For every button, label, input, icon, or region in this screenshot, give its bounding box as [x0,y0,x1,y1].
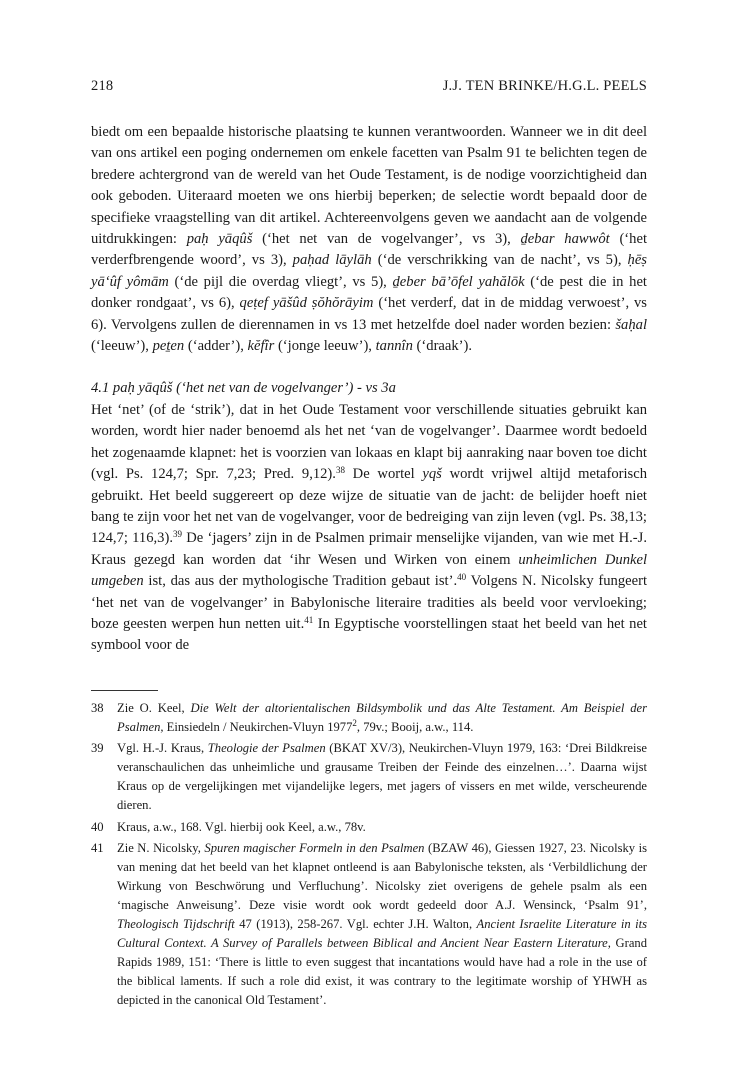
footnote-number: 38 [91,701,104,715]
emphasis: unheimlichen Dunkel umgeben [91,551,647,590]
paragraph-intro [91,122,647,357]
footnote-40 [91,818,647,837]
footnote-ref-39[interactable]: 39 [172,529,182,540]
transliteration: qeṭef yāšûd ṣŏhŏrāyim [239,295,374,312]
footnote-number: 41 [91,840,104,855]
footnote-separator [91,690,158,691]
section-heading: 4.1 paḥ yāqûš (‘het net van de vogelvanger’) - vs 3a [91,380,396,397]
text-run: Vgl. H.-J. Kraus, [117,741,208,756]
paragraph-section-4-1 [91,400,647,657]
footnotes [91,699,647,1013]
footnote-text: Kraus, a.w., 168. Vgl. hierbij ook Keel, a.w., 78v. [117,819,366,834]
text-run: 47 (1913), 258-267. Vgl. echter J.H. Walton, [234,917,477,932]
book-title: Theologie der Psalmen [207,741,326,756]
text-run: Zie N. Nicolsky, [117,840,205,855]
transliteration: tannîn [375,338,413,355]
running-head-authors: J.J. TEN BRINKE/H.G.L. PEELS [442,78,647,94]
footnote-41 [91,839,647,1011]
footnote-ref-41[interactable]: 41 [304,614,314,625]
text-run: (‘draak’). [412,338,473,355]
footnote-number: 39 [91,741,104,756]
body-text [91,122,647,657]
footnote-text [117,839,647,1011]
text-run: ist, das aus der mythologische Tradition gebaut ist’. [143,573,458,590]
footnote-text [117,699,647,737]
text-run: (‘adder’), [184,338,248,355]
text-run: (BZAW 46), Giessen 1927, 23. Nicolsky is van mening dat het beeld van het klapnet ontleend is aan Babylonische teksten, als ‘Verbildlichung der Wirkung von Beschwörung und Verfluchung’. Nicolsky ziet overigens de gehele psalm als een ‘magische Anweisung’. Deze visie wordt ook wordt gedeeld door A.J. Wensinck, ‘Psalm 91’, [117,840,647,912]
text-run: Het ‘net’ (of de ‘strik’), dat in het Oude Testament voor verschillende situaties gebruikt kan worden, wordt hier nader benoemd als het net ‘van de vogelvanger’. Daarmee wordt bedoeld het zogenaamde klapnet: het is voorzien van lokaas en klapt bij aanraking naar boven toe dicht (vgl. Ps. 124,7; Spr. 7,23; Pred. 9,12). [91,401,647,483]
paragraph-gap [91,357,647,378]
text-run: (‘het net van de vogelvanger’, vs 3), [252,231,521,248]
text-run: (‘de pest die in het donker rondgaat’, vs 6), [91,273,647,312]
transliteration: kĕfîr [247,338,275,355]
footnote-ref-38[interactable]: 38 [335,465,345,476]
text-run: De wortel [344,466,423,483]
page-number: 218 [91,78,114,94]
text-run: (‘het verderf, dat in de middag verwoest’, vs 6). Vervolgens zullen de dierennamen in vs 13 met hetzelfde doel nader worden bezien: [91,295,647,333]
text-run: Grand Rapids 1989, 151: ‘There is little to even suggest that incantations would have had a role in the use of the biblical laments. If such a role did exist, it was contrary to the legitimate worship of YHWH as depicted in the canonical Old Testament’. [117,936,647,1008]
book-title: Die Welt der altorientalischen Bildsymbolik und das Alte Testament. Am Beispiel der Psalmen, [117,701,647,735]
text-run: wordt vrijwel altijd metaforisch gebruikt. Het beeld suggereert op deze wijze de situatie van de jacht: de belijder hoeft niet bang te zijn voor het net van de vogelvanger, voor de bedreiging van zijn leven (vgl. Ps. 38,13; 124,7; 116,3). [91,466,648,547]
footnote-39 [91,739,647,815]
transliteration: šaḥal [615,316,647,333]
text-run: De ‘jagers’ zijn in de Psalmen primair menselijke vijanden, van wie met H.-J. Kraus gezegd kan worden dat ‘ihr Wesen und Wirken von einem [91,530,647,568]
text-run: Zie O. Keel, [117,701,191,715]
text-run: , 79v.; Booij, a.w., 114. [356,720,474,735]
edition-superscript: 2 [352,718,357,729]
footnote-ref-40[interactable]: 40 [457,572,467,583]
book-title: Ancient Israelite Literature in its Cultural Context. A Survey of Parallels between Biblical and Ancient Near Eastern Literature, [117,917,647,951]
text-run: Volgens N. Nicolsky fungeert ‘het net van de vogelvanger’ in Babylonische literaire tradities als beeld voor vervloeking; boze geesten werpen hun netten uit. [91,573,647,632]
transliteration: ḥēṣ yā‘ûf yômām [91,252,647,290]
footnote-38 [91,699,647,737]
text-run: (‘de verschrikking van de nacht’, vs 5), [371,252,628,269]
text-run: (‘leeuw’), [91,338,153,355]
text-run: In Egyptische voorstellingen staat het beeld van het net symbool voor de [91,615,647,654]
transliteration: paḥ yāqûš [186,231,253,248]
transliteration: yqš [422,466,442,483]
footnote-number: 40 [91,819,104,834]
transliteration: ḏeber bā’ōfel yahălōk [392,273,525,290]
text-run: Einsiedeln / Neukirchen-Vluyn 1977 [163,720,353,735]
text-run: (‘de pijl die overdag vliegt’, vs 5), [168,273,393,290]
text-run: (BKAT XV/3), Neukirchen-Vluyn 1979, 163: ‘Drei Bildkreise veranschaulichen das unheimliche und grausame Treiben der Feinde des einzelnen…’. Daarna wijst Kraus op de vergelijkingen met vijandelijke legers, met jagers of vissers en met wilde, verscheurende dieren. [117,741,647,813]
journal-title: Theologisch Tijdschrift [117,917,235,932]
book-title: Spuren magischer Formeln in den Psalmen [204,840,425,855]
transliteration: paḥad lāylāh [292,252,372,269]
text-run: (‘jonge leeuw’), [274,338,376,355]
transliteration: peṯen [152,338,185,355]
text-run: biedt om een bepaalde historische plaatsing te kunnen verantwoorden. Wanneer we in dit deel van ons artikel een poging ondernemen om enkele facetten van Psalm 91 te belichten tegen de bredere achtergrond van de wereld van het Oude Testament, is de nodige voorzichtigheid dan ook geboden. Uiteraard moeten we ons hierbij beperken; de selectie wordt bepaald door de specifieke vraagstelling van dit artikel. Achtereenvolgens geven we aandacht aan de volgende uitdrukkingen: [91,124,647,248]
transliteration: ḏebar hawwôt [520,231,610,248]
text-run: (‘het verderfbrengende woord’, vs 3), [91,231,647,269]
running-head [91,78,647,95]
footnote-text [117,739,647,815]
